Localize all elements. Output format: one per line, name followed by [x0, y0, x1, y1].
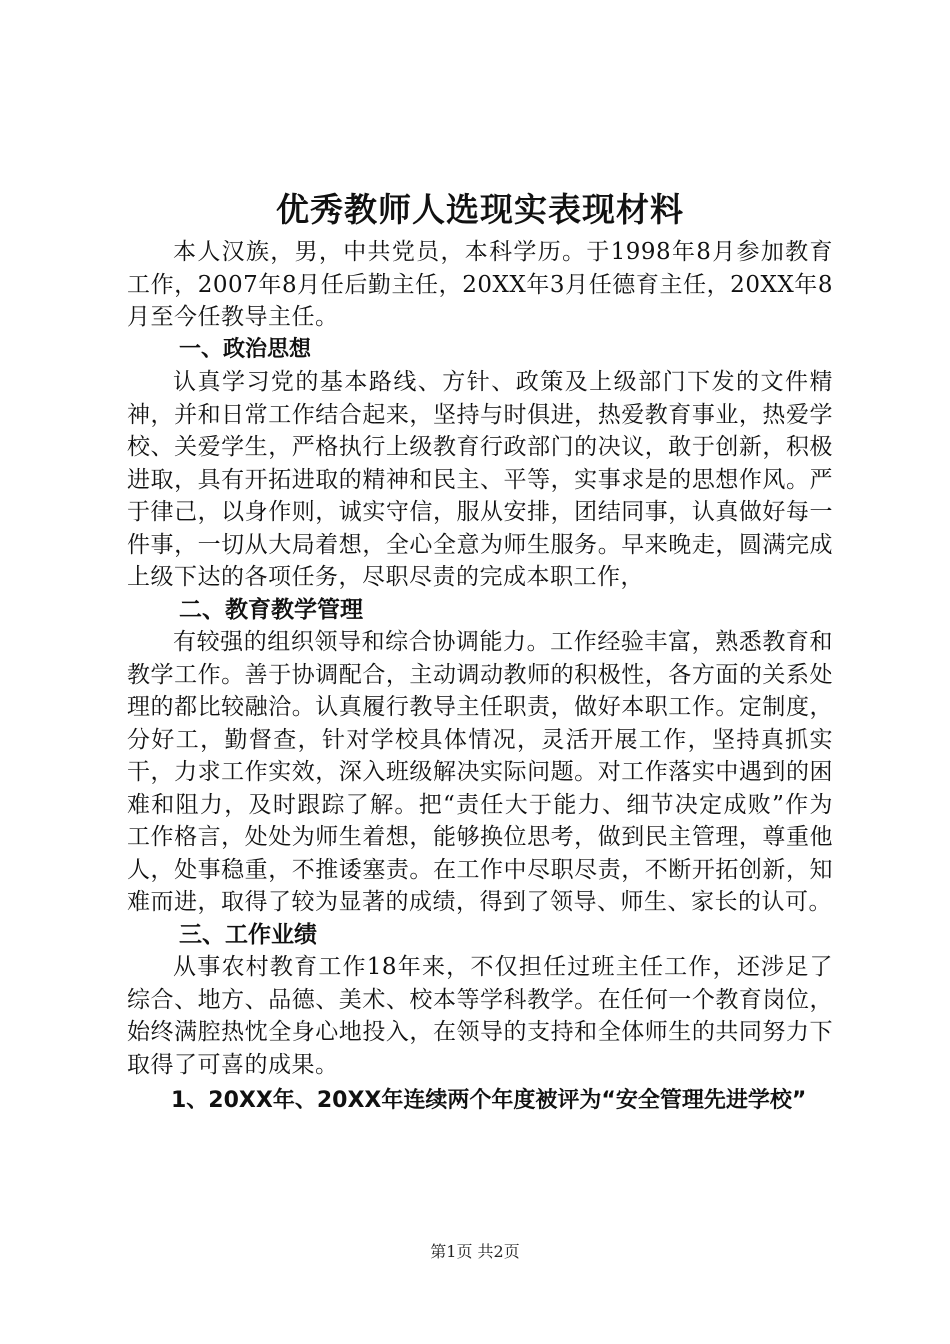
section-body-political: 认真学习党的基本路线、方针、政策及上级部门下发的文件精神，并和日常工作结合起来，坚持与时俱进，热爱教育事业，热爱学校、关爱学生，严格执行上级教育行政部门的决议，敢于创新，积极进取，具有开拓进取的精神和民主、平等，实事求是的思想作风。严于律己，以身作则，诚实守信，服从安排，团结同事，认真做好每一件事，一切从大局着想，全心全意为师生服务。早来晚走，圆满完成上级下达的各项任务，尽职尽责的完成本职工作，	[127, 369, 833, 590]
section-heading-political: 一、政治思想	[179, 336, 312, 362]
section-heading-teaching: 二、教育教学管理	[179, 596, 363, 623]
intro-paragraph: 本人汉族，男，中共党员，本科学历。于1998年8月参加教育工作，2007年8月任后勤主任，20XX年3月任德育主任，20XX年8月至今任教导主任。	[127, 239, 833, 330]
section-body-achievements: 从事农村教育工作18年来，不仅担任过班主任工作，还涉足了综合、地方、品德、美术、校本等学科教学。在任何一个教育岗位，始终满腔热忱全身心地投入，在领导的支持和全体师生的共同努力下取得了可喜的成果。	[127, 954, 833, 1078]
document-title: 优秀教师人选现实表现材料	[276, 190, 684, 229]
page-number-footer: 第1页 共2页	[430, 1242, 520, 1261]
section-heading-achievements: 三、工作业绩	[179, 921, 317, 948]
achievement-item-1: 1、20XX年、20XX年连续两个年度被评为“安全管理先进学校”	[171, 1088, 807, 1113]
section-body-teaching: 有较强的组织领导和综合协调能力。工作经验丰富，熟悉教育和教学工作。善于协调配合，主动调动教师的积极性，各方面的关系处理的都比较融洽。认真履行教导主任职责，做好本职工作。定制度，分好工，勤督查，针对学校具体情况，灵活开展工作，坚持真抓实干，力求工作实效，深入班级解决实际问题。对工作落实中遇到的困难和阻力，及时跟踪了解。把“责任大于能力、细节决定成败”作为工作格言，处处为师生着想，能够换位思考，做到民主管理，尊重他人，处事稳重，不推诿塞责。在工作中尽职尽责，不断开拓创新，知难而进，取得了较为显著的成绩，得到了领导、师生、家长的认可。	[127, 629, 833, 915]
document-page	[127, 188, 833, 1117]
